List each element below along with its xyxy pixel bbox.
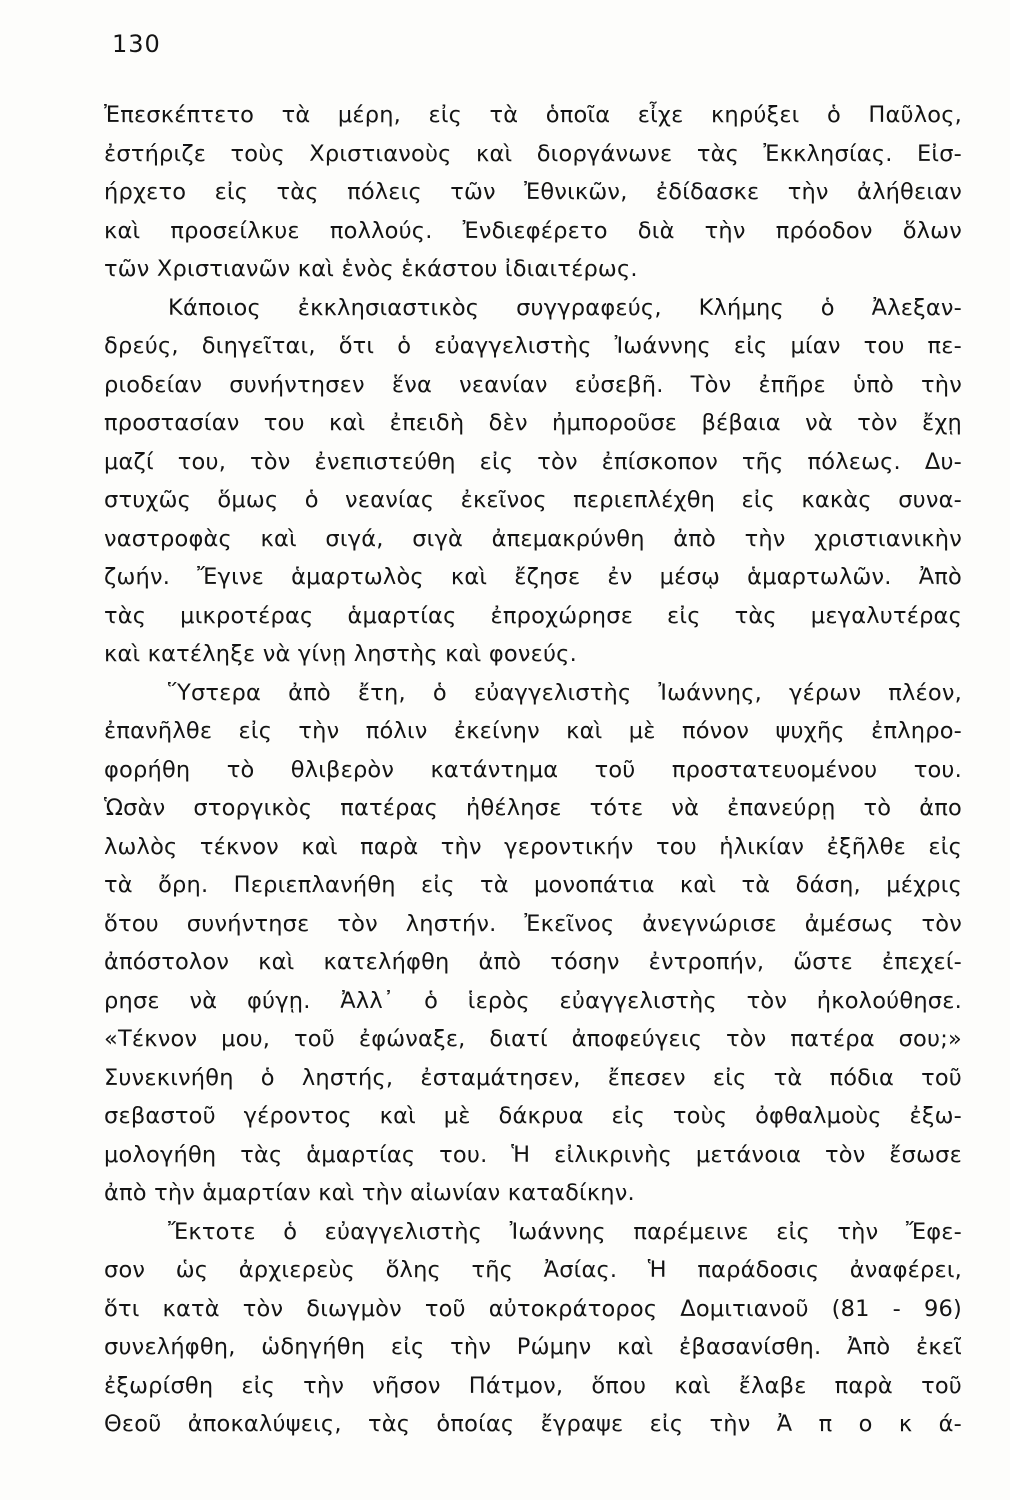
text-line: συνελήφθη, ὡδηγήθη εἰς τὴν Ρώμην καὶ ἐβασανίσθη. Ἀπὸ ἐκεῖ bbox=[104, 1334, 962, 1360]
text-line: Ἔκτοτε ὁ εὐαγγελιστὴς Ἰωάννης παρέμεινε εἰς τὴν Ἔφε- bbox=[168, 1218, 962, 1245]
text-line: ρησε νὰ φύγῃ. Ἀλλ᾽ ὁ ἱερὸς εὐαγγελιστὴς τὸν ἠκολούθησε. bbox=[104, 987, 962, 1014]
text-line: φορήθη τὸ θλιβερὸν κατάντημα τοῦ προστατευομένου του. bbox=[104, 756, 962, 783]
text-line: μαζί του, τὸν ἐνεπιστεύθη εἰς τὸν ἐπίσκοπον τῆς πόλεως. Δυ- bbox=[104, 448, 962, 475]
text-line: ριοδείαν συνήντησεν ἕνα νεανίαν εὐσεβῆ. Τὸν ἐπῆρε ὑπὸ τὴν bbox=[104, 371, 962, 398]
text-line: ἐστήριζε τοὺς Χριστιανοὺς καὶ διοργάνωνε τὰς Ἐκκλησίας. Εἰσ- bbox=[104, 140, 962, 167]
text-line: καὶ προσείλκυε πολλούς. Ἐνδιεφέρετο διὰ τὴν πρόοδον ὅλων bbox=[104, 217, 962, 244]
text-line: τὰς μικροτέρας ἁμαρτίας ἐπροχώρησε εἰς τὰς μεγαλυτέρας bbox=[104, 602, 962, 629]
text-line: Συνεκινήθη ὁ ληστής, ἐσταμάτησεν, ἔπεσεν εἰς τὰ πόδια τοῦ bbox=[104, 1064, 962, 1091]
text-line: προστασίαν του καὶ ἐπειδὴ δὲν ἠμποροῦσε βέβαια νὰ τὸν ἔχῃ bbox=[104, 410, 962, 436]
text-line: «Τέκνον μου, τοῦ ἐφώναξε, διατί ἀποφεύγεις τὸν πατέρα σου;» bbox=[104, 1026, 962, 1052]
text-line: στυχῶς ὅμως ὁ νεανίας ἐκεῖνος περιεπλέχθη εἰς κακὰς συνα- bbox=[104, 487, 962, 513]
text-line: ὅτι κατὰ τὸν διωγμὸν τοῦ αὐτοκράτορος Δομιτιανοῦ (81 - 96) bbox=[104, 1295, 962, 1322]
text-line: σεβαστοῦ γέροντος καὶ μὲ δάκρυα εἰς τοὺς ὀφθαλμοὺς ἐξω- bbox=[104, 1103, 962, 1129]
text-line: Ὕστερα ἀπὸ ἔτη, ὁ εὐαγγελιστὴς Ἰωάννης, γέρων πλέον, bbox=[168, 679, 962, 706]
text-line: ἐπανῆλθε εἰς τὴν πόλιν ἐκείνην καὶ μὲ πόνον ψυχῆς ἐπληρο- bbox=[104, 718, 962, 744]
text-line: τῶν Χριστιανῶν καὶ ἑνὸς ἑκάστου ἰδιαιτέρως. bbox=[104, 256, 638, 282]
text-line: Θεοῦ ἀποκαλύψεις, τὰς ὁποίας ἔγραψε εἰς τὴν Ἀ π ο κ ά- bbox=[104, 1411, 962, 1437]
text-line: ήρχετο εἰς τὰς πόλεις τῶν Ἐθνικῶν, ἐδίδασκε τὴν ἀλήθειαν bbox=[104, 179, 962, 205]
text-line: σον ὡς ἀρχιερεὺς ὅλης τῆς Ἀσίας. Ἡ παράδοσις ἀναφέρει, bbox=[104, 1257, 962, 1283]
text-line: Ἐπεσκέπτετο τὰ μέρη, εἰς τὰ ὁποῖα εἶχε κηρύξει ὁ Παῦλος, bbox=[104, 102, 962, 128]
page-number: 130 bbox=[112, 30, 161, 58]
text-line: Κάποιος ἐκκλησιαστικὸς συγγραφεύς, Κλήμης ὁ Ἀλεξαν- bbox=[168, 294, 962, 321]
text-line: δρεύς, διηγεῖται, ὅτι ὁ εὐαγγελιστὴς Ἰωάννης εἰς μίαν του πε- bbox=[104, 333, 962, 359]
text-line: μολογήθη τὰς ἁμαρτίας του. Ἡ εἰλικρινὴς μετάνοια τὸν ἔσωσε bbox=[104, 1141, 962, 1168]
text-line: λωλὸς τέκνον καὶ παρὰ τὴν γεροντικήν του ἡλικίαν ἐξῆλθε εἰς bbox=[104, 833, 962, 860]
text-line: ναστροφὰς καὶ σιγά, σιγὰ ἀπεμακρύνθη ἀπὸ τὴν χριστιανικὴν bbox=[104, 525, 962, 552]
body-text bbox=[104, 96, 962, 1444]
text-line: ζωήν. Ἔγινε ἁμαρτωλὸς καὶ ἔζησε ἐν μέσῳ ἁμαρτωλῶν. Ἀπὸ bbox=[104, 564, 962, 590]
text-line: ἀπὸ τὴν ἁμαρτίαν καὶ τὴν αἰωνίαν καταδίκην. bbox=[104, 1180, 635, 1206]
text-line: ἐξωρίσθη εἰς τὴν νῆσον Πάτμον, ὅπου καὶ ἔλαβε παρὰ τοῦ bbox=[104, 1372, 962, 1399]
text-line: Ὡσὰν στοργικὸς πατέρας ἠθέλησε τότε νὰ ἐπανεύρῃ τὸ ἀπο bbox=[104, 795, 962, 821]
text-line: τὰ ὄρη. Περιεπλανήθη εἰς τὰ μονοπάτια καὶ τὰ δάση, μέχρις bbox=[104, 872, 962, 898]
text-line: ὅτου συνήντησε τὸν ληστήν. Ἐκεῖνος ἀνεγνώρισε ἀμέσως τὸν bbox=[104, 910, 962, 937]
text-line: ἀπόστολον καὶ κατελήφθη ἀπὸ τόσην ἐντροπήν, ὥστε ἐπεχεί- bbox=[104, 949, 962, 975]
text-line: καὶ κατέληξε νὰ γίνῃ ληστὴς καὶ φονεύς. bbox=[104, 641, 577, 667]
